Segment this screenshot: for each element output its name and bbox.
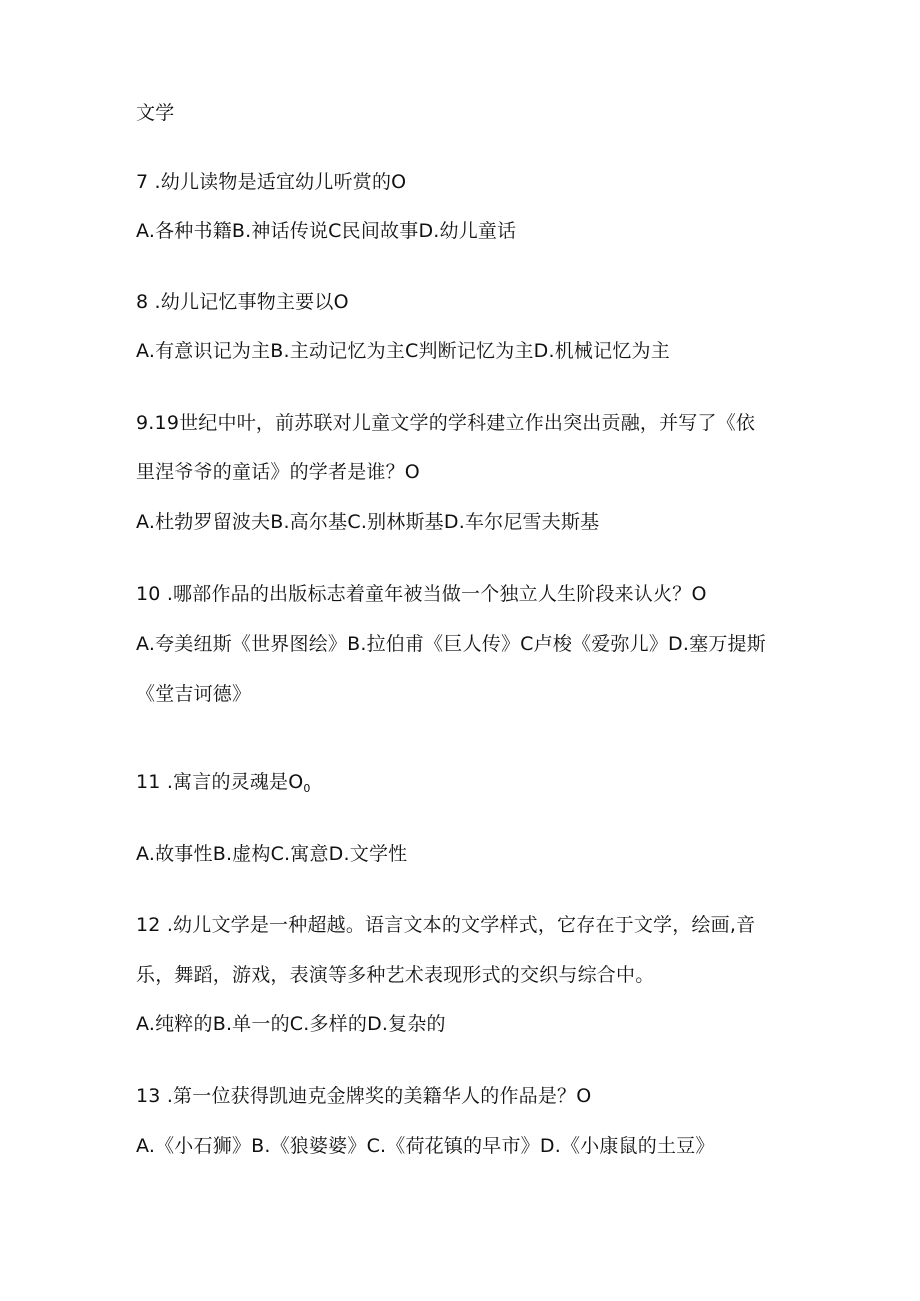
options-13: A.《小石狮》B.《狼婆婆》C.《荷花镇的早市》D.《小康鼠的土豆》 [136, 1135, 715, 1157]
question-8: 8 .幼儿记忆事物主要以O [136, 291, 349, 313]
question-11 [136, 770, 311, 801]
question-12-line-2: 乐，舞蹈，游戏，表演等多种艺术表现形式的交织与综合中。 [136, 964, 655, 986]
options-10-line-1: A.夸美纽斯《世界图绘》B.拉伯甫《巨人传》C卢梭《爱弥儿》D.塞万提斯 [136, 633, 766, 655]
question-9-line-2: 里涅爷爷的童话》的学者是谁？O [136, 461, 420, 483]
question-7: 7 .幼儿读物是适宜幼儿听赏的O [136, 171, 407, 193]
options-8: A.有意识记为主B.主动记忆为主C判断记忆为主D.机械记忆为主 [136, 340, 670, 362]
options-12: A.纯粹的B.单一的C.多样的D.复杂的 [136, 1013, 446, 1035]
options-11: A.故事性B.虚构C.寓意D.文学性 [136, 843, 408, 865]
text-line: 文学 [136, 102, 175, 124]
options-10-line-2: 《堂吉诃德》 [136, 683, 252, 705]
question-10: 10 .哪部作品的出版标志着童年被当做一个独立人生阶段来认火？O [136, 583, 707, 605]
question-12-line-1: 12 .幼儿文学是一种超越。语言文本的文学样式，它存在于文学，绘画,音 [136, 914, 756, 936]
question-11-subscript: 0 [303, 782, 311, 795]
question-13: 13 .第一位获得凯迪克金牌奖的美籍华人的作品是？O [136, 1085, 592, 1107]
question-9-line-1: 9.19世纪中叶，前苏联对儿童文学的学科建立作出突出贡融，并写了《依 [136, 412, 756, 434]
options-7: A.各种书籍B.神话传说C民间故事D.幼儿童话 [136, 220, 517, 242]
question-11-text: 11 .寓言的灵魂是O [136, 771, 304, 793]
options-9: A.杜勃罗留波夫B.高尔基C.别林斯基D.车尔尼雪夫斯基 [136, 511, 600, 533]
